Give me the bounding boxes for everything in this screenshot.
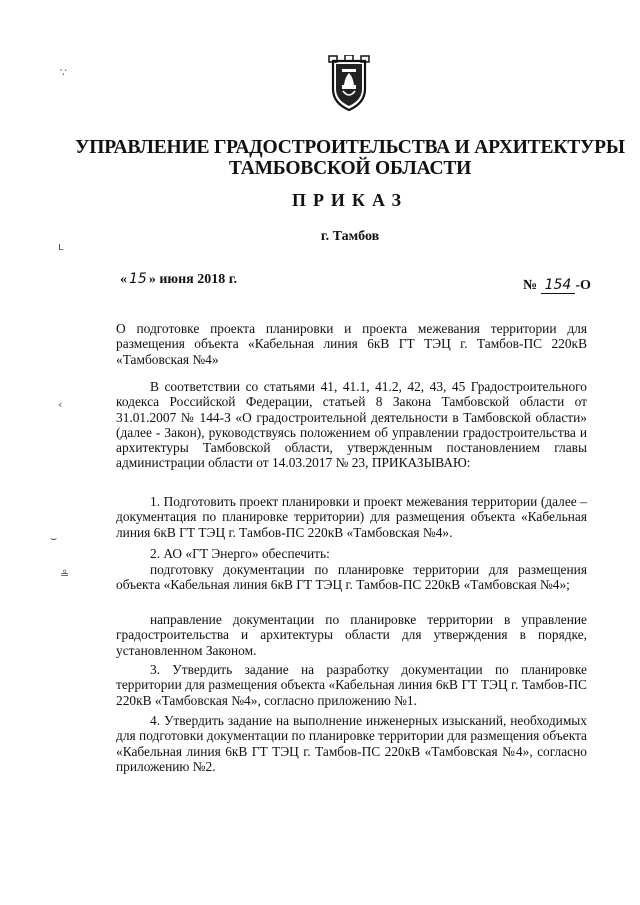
coat-of-arms-emblem [325, 55, 373, 113]
document-type-title: ПРИКАЗ [291, 190, 409, 210]
organization-name-line1: УПРАВЛЕНИЕ ГРАДОСТРОИТЕЛЬСТВА И АРХИТЕКТУРЫ [75, 137, 625, 158]
item-4-paragraph: 4. Утвердить задание на выполнение инженерных изысканий, необходимых для подготовки документации по планировке территории для размещения объекта «Кабельная линия 6кВ ГТ ТЭЦ г. Тамбов-ПС 220кВ «Тамбовская №4», согласно приложению №2. [116, 713, 587, 774]
item-1-paragraph: 1. Подготовить проект планировки и проект межевания территории (далее – документация по планировке территории) для размещения объекта «Кабельная линия 6кВ ГТ ТЭЦ г. Тамбов-ПС 220кВ «Тамбовская №4». [116, 494, 587, 540]
date-open-quote: « [120, 272, 127, 287]
scan-mark: ‹ [58, 398, 63, 411]
item-3-paragraph: 3. Утвердить задание на разработку документации по планировке территории для размещения объекта «Кабельная линия 6кВ ГТ ТЭЦ г. Тамбов-ПС 220кВ «Тамбовская №4», согласно приложению №1. [116, 662, 587, 708]
order-date [120, 271, 237, 288]
organization-name-line2: ТАМБОВСКОЙ ОБЛАСТИ [228, 158, 472, 179]
number-prefix: № [523, 278, 538, 293]
scan-mark: ⌣ [50, 532, 58, 545]
order-subject: О подготовке проекта планировки и проекта межевания территории для размещения объекта «Кабельная линия 6кВ ГТ ТЭЦ г. Тамбов-ПС 220кВ «Тамбовская №4» [116, 321, 587, 367]
item-2-heading: 2. АО «ГТ Энерго» обеспечить: [150, 546, 330, 561]
date-day-handwritten: 15 [129, 271, 147, 287]
number-handwritten-value: 154 [541, 277, 576, 294]
item-2-subparagraph-submit: направление документации по планировке территории в управление градостроительства и архитектуры области для утверждения в порядке, установленном Законом. [116, 612, 587, 658]
scan-mark: ∵ [60, 66, 67, 79]
scan-mark: ʟ [58, 240, 64, 253]
scan-mark: ≗ [60, 568, 70, 581]
number-suffix: -О [575, 278, 591, 293]
item-2-subparagraph-prepare: подготовку документации по планировке территории для размещения объекта «Кабельная линия 6кВ ГТ ТЭЦ г. Тамбов-ПС 220кВ «Тамбовская №4»; [116, 562, 587, 593]
preamble-paragraph: В соответствии со статьями 41, 41.1, 41.2, 42, 43, 45 Градостроительного кодекса Российской Федерации, статьей 8 Закона Тамбовской области от 31.01.2007 № 144-З «О градостроительной деятельности в Тамбовской области» (далее - Закон), руководствуясь положением об управлении градостроительства и архитектуры Тамбовской области, утвержденным постановлением главы администрации области от 14.03.2017 № 23, ПРИКАЗЫВАЮ: [116, 379, 587, 471]
issue-city: г. Тамбов [320, 229, 380, 244]
date-month-year: » июня 2018 г. [148, 272, 238, 287]
order-number [523, 277, 591, 294]
